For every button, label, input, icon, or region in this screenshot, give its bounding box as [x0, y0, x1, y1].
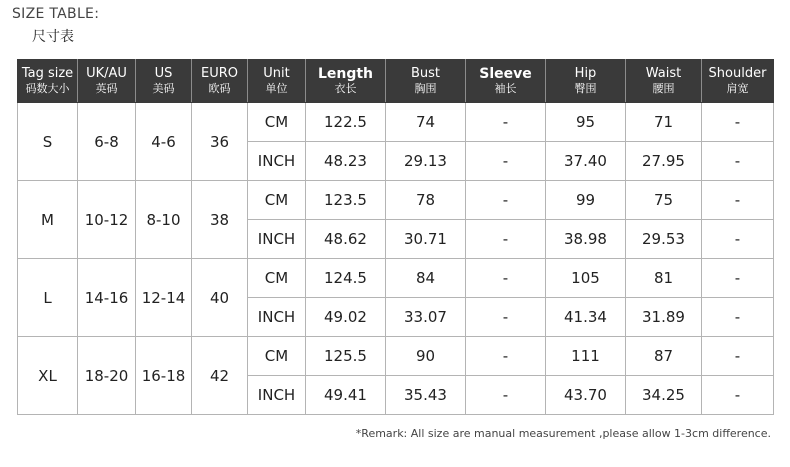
size-table [17, 59, 774, 415]
shoulder-cell: - [702, 181, 774, 220]
waist-cell: 31.89 [626, 298, 702, 337]
tag-size-cell: L [18, 259, 78, 337]
waist-cell: 75 [626, 181, 702, 220]
euro-cell: 36 [192, 103, 248, 181]
us-cell: 16-18 [136, 337, 192, 415]
us-cell: 8-10 [136, 181, 192, 259]
waist-cell: 29.53 [626, 220, 702, 259]
header-bust: Bust 胸围 [386, 60, 466, 103]
tag-size-cell: S [18, 103, 78, 181]
shoulder-cell: - [702, 142, 774, 181]
bust-cell: 29.13 [386, 142, 466, 181]
bust-cell: 35.43 [386, 376, 466, 415]
header-hip: Hip 臀围 [546, 60, 626, 103]
euro-cell: 40 [192, 259, 248, 337]
waist-cell: 71 [626, 103, 702, 142]
header-uk-au: UK/AU 英码 [78, 60, 136, 103]
header-us: US 美码 [136, 60, 192, 103]
sleeve-cell: - [466, 103, 546, 142]
unit-cell: INCH [248, 376, 306, 415]
shoulder-cell: - [702, 376, 774, 415]
us-cell: 4-6 [136, 103, 192, 181]
hip-cell: 41.34 [546, 298, 626, 337]
unit-cell: INCH [248, 142, 306, 181]
hip-cell: 37.40 [546, 142, 626, 181]
table-row [18, 337, 774, 376]
header-tag-size: Tag size 码数大小 [18, 60, 78, 103]
header-unit: Unit 单位 [248, 60, 306, 103]
bust-cell: 84 [386, 259, 466, 298]
uk-au-cell: 6-8 [78, 103, 136, 181]
length-cell: 123.5 [306, 181, 386, 220]
length-cell: 122.5 [306, 103, 386, 142]
tag-size-cell: M [18, 181, 78, 259]
bust-cell: 30.71 [386, 220, 466, 259]
unit-cell: INCH [248, 220, 306, 259]
table-row [18, 259, 774, 298]
unit-cell: CM [248, 103, 306, 142]
uk-au-cell: 14-16 [78, 259, 136, 337]
header-euro: EURO 欧码 [192, 60, 248, 103]
waist-cell: 81 [626, 259, 702, 298]
waist-cell: 27.95 [626, 142, 702, 181]
us-cell: 12-14 [136, 259, 192, 337]
header-waist: Waist 腰围 [626, 60, 702, 103]
bust-cell: 74 [386, 103, 466, 142]
table-row [18, 181, 774, 220]
unit-cell: CM [248, 337, 306, 376]
shoulder-cell: - [702, 103, 774, 142]
sleeve-cell: - [466, 337, 546, 376]
header-length: Length 衣长 [306, 60, 386, 103]
bust-cell: 33.07 [386, 298, 466, 337]
sleeve-cell: - [466, 376, 546, 415]
length-cell: 49.02 [306, 298, 386, 337]
uk-au-cell: 10-12 [78, 181, 136, 259]
shoulder-cell: - [702, 220, 774, 259]
table-row [18, 103, 774, 142]
remark-note: *Remark: All size are manual measurement ,please allow 1-3cm difference. [355, 427, 771, 440]
title-english: SIZE TABLE: [12, 6, 100, 22]
shoulder-cell: - [702, 259, 774, 298]
shoulder-cell: - [702, 337, 774, 376]
tag-size-cell: XL [18, 337, 78, 415]
hip-cell: 99 [546, 181, 626, 220]
uk-au-cell: 18-20 [78, 337, 136, 415]
bust-cell: 90 [386, 337, 466, 376]
hip-cell: 111 [546, 337, 626, 376]
bust-cell: 78 [386, 181, 466, 220]
unit-cell: CM [248, 181, 306, 220]
title-chinese: 尺寸表 [32, 29, 74, 45]
euro-cell: 38 [192, 181, 248, 259]
hip-cell: 95 [546, 103, 626, 142]
length-cell: 48.62 [306, 220, 386, 259]
euro-cell: 42 [192, 337, 248, 415]
sleeve-cell: - [466, 298, 546, 337]
shoulder-cell: - [702, 298, 774, 337]
sleeve-cell: - [466, 181, 546, 220]
hip-cell: 105 [546, 259, 626, 298]
length-cell: 49.41 [306, 376, 386, 415]
sleeve-cell: - [466, 142, 546, 181]
waist-cell: 34.25 [626, 376, 702, 415]
hip-cell: 38.98 [546, 220, 626, 259]
header-row [18, 60, 774, 103]
length-cell: 48.23 [306, 142, 386, 181]
sleeve-cell: - [466, 220, 546, 259]
unit-cell: INCH [248, 298, 306, 337]
sleeve-cell: - [466, 259, 546, 298]
length-cell: 125.5 [306, 337, 386, 376]
unit-cell: CM [248, 259, 306, 298]
header-sleeve: Sleeve 袖长 [466, 60, 546, 103]
header-shoulder: Shoulder 肩宽 [702, 60, 774, 103]
hip-cell: 43.70 [546, 376, 626, 415]
waist-cell: 87 [626, 337, 702, 376]
length-cell: 124.5 [306, 259, 386, 298]
